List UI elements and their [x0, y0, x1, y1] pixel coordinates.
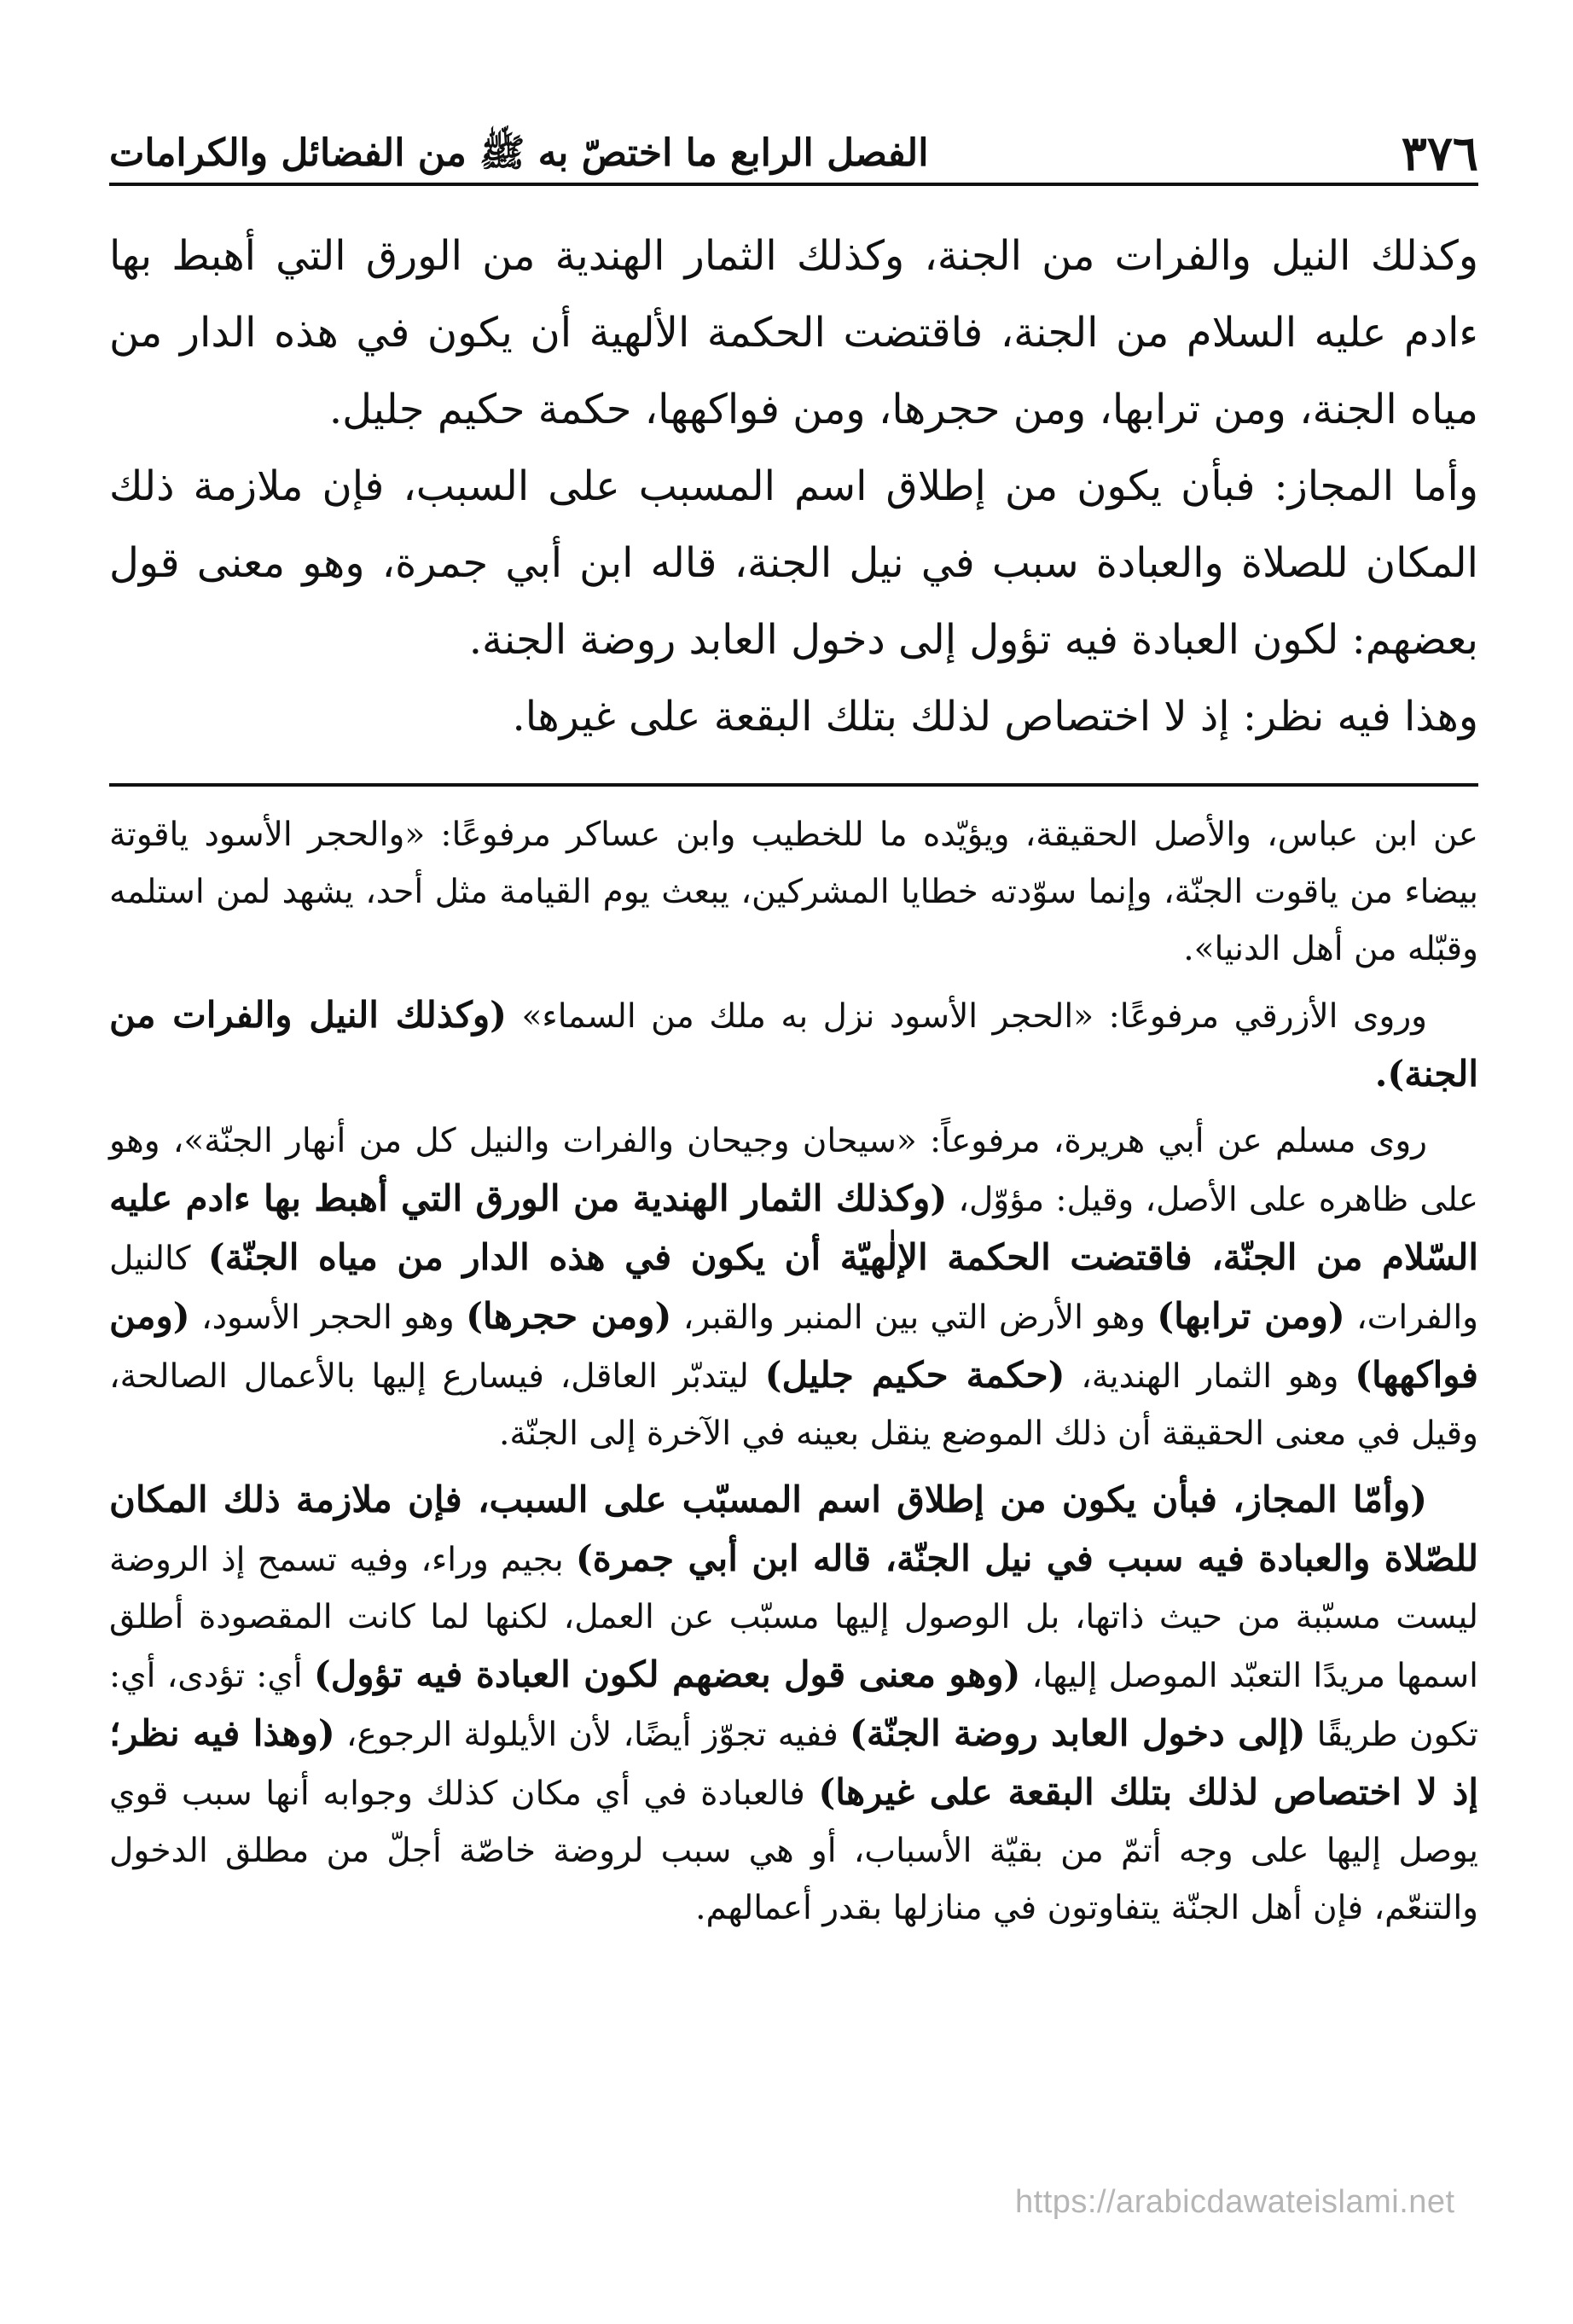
page-number: ٣٧٦: [1401, 125, 1478, 182]
commentary-paragraph-3: [109, 1113, 1478, 1462]
watermark-url: https://arabicdawateislami.net: [1015, 2184, 1455, 2220]
commentary-text: وروى الأزرقي مرفوعًا: «الحجر الأسود نزل به ملك من السماء»: [507, 997, 1427, 1036]
running-title: الفصل الرابع ما اختصّ به ﷺ من الفضائل والكرامات: [109, 131, 929, 175]
quoted-matn: (وهذا فيه نظر؛ إذ لا اختصاص لذلك بتلك البقعة على غيرها): [109, 1712, 1478, 1813]
quoted-matn: (وأمّا المجاز، فبأن يكون من إطلاق اسم المسبّب على السبب، فإن ملازمة ذلك المكان للصّلاة والعبادة فيه سبب في نيل الجنّة، قاله ابن أبي جمرة): [109, 1479, 1478, 1579]
main-paragraph-2: وأما المجاز: فبأن يكون من إطلاق اسم المسبب على السبب، فإن ملازمة ذلك المكان للصلاة والعبادة سبب في نيل الجنة، قاله ابن أبي جمرة، وهو معنى قول بعضهم: لكون العبادة فيه تؤول إلى دخول العابد روضة الجنة.: [109, 462, 1478, 664]
commentary-separator-rule: [109, 783, 1478, 787]
commentary-text: ليتدبّر العاقل، فيسارع إليها بالأعمال الصالحة، وقيل في معنى الحقيقة أن ذلك الموضع ينقل بعينه في الآخرة إلى الجنّة.: [109, 1357, 1478, 1453]
commentary-block: [109, 806, 1478, 1945]
quoted-matn: (ومن حجرها): [466, 1295, 672, 1337]
commentary-text: ففيه تجوّز أيضًا، لأن الأيلولة الرجوع،: [334, 1716, 850, 1754]
commentary-paragraph-4: [109, 1471, 1478, 1937]
commentary-text: أي: تؤدى، أي: تكون طريقًا: [109, 1657, 1478, 1754]
quoted-matn: (ومن ترابها): [1157, 1295, 1345, 1337]
quoted-matn: (وهو معنى قول بعضهم لكون العبادة فيه تؤول): [313, 1653, 1021, 1695]
commentary-paragraph-2: [109, 986, 1478, 1104]
quoted-matn: (وكذلك الثمار الهندية من الورق التي أهبط بها ءادم عليه السّلام من الجنّة، فاقتضت الحكمة الإلٰهيّة أن يكون في هذه الدار من مياه الجنّة): [109, 1177, 1478, 1278]
quoted-matn: (ومن فواكهها): [109, 1295, 1479, 1396]
commentary-text: كالنيل والفرات،: [109, 1240, 1479, 1337]
commentary-text: وهو الثمار الهندية،: [1065, 1357, 1355, 1396]
quoted-matn: (إلى دخول العابد روضة الجنّة): [850, 1712, 1306, 1754]
commentary-text: فالعبادة في أي مكان كذلك وجوابه أنها سبب قوي يوصل إليها على وجه أتمّ من بقيّة الأسباب، أو هي سبب لروضة خاصّة أجلّ من مطلق الدخول والتنعّم، فإن أهل الجنّة يتفاوتون في منازلها بقدر أعمالهم.: [109, 1775, 1478, 1927]
quoted-matn: (وكذلك النيل والفرات من الجنة).: [109, 994, 1478, 1095]
quoted-matn: (حكمة حكيم جليل): [764, 1354, 1065, 1396]
header-rule: [109, 183, 1478, 186]
commentary-text: وهو الأرض التي بين المنبر والقبر،: [671, 1299, 1158, 1337]
main-paragraph-1: وكذلك النيل والفرات من الجنة، وكذلك الثمار الهندية من الورق التي أهبط بها ءادم عليه السلام من الجنة، فاقتضت الحكمة الألهية أن يكون في هذه الدار من مياه الجنة، ومن ترابها، ومن حجرها، ومن فواكهها، حكمة حكيم جليل.: [109, 232, 1478, 433]
commentary-text: بجيم وراء، وفيه تسمح إذ الروضة ليست مسبّبة من حيث ذاتها، بل الوصول إليها مسبّب عن العمل، لكنها لما كانت المقصودة أطلق اسمها مريدًا التعبّد الموصل إليها،: [109, 1541, 1478, 1695]
page-header: [109, 101, 1478, 182]
main-paragraph-3: وهذا فيه نظر: إذ لا اختصاص لذلك بتلك البقعة على غيرها.: [512, 693, 1478, 741]
commentary-paragraph-1: عن ابن عباس، والأصل الحقيقة، ويؤيّده ما للخطيب وابن عساكر مرفوعًا: «والحجر الأسود ياقوتة بيضاء من ياقوت الجنّة، وإنما سوّدته خطايا المشركين، يبعث يوم القيامة مثل أحد، يشهد لمن استلمه وقبّله من أهل الدنيا».: [109, 816, 1479, 968]
commentary-text: روى مسلم عن أبي هريرة، مرفوعاً: «سيحان وجيحان والفرات والنيل كل من أنهار الجنّة»، وهو على ظاهره على الأصل، وقيل: مؤوّل،: [109, 1122, 1479, 1219]
commentary-text: وهو الحجر الأسود،: [189, 1299, 467, 1337]
main-text-block: [109, 218, 1478, 755]
